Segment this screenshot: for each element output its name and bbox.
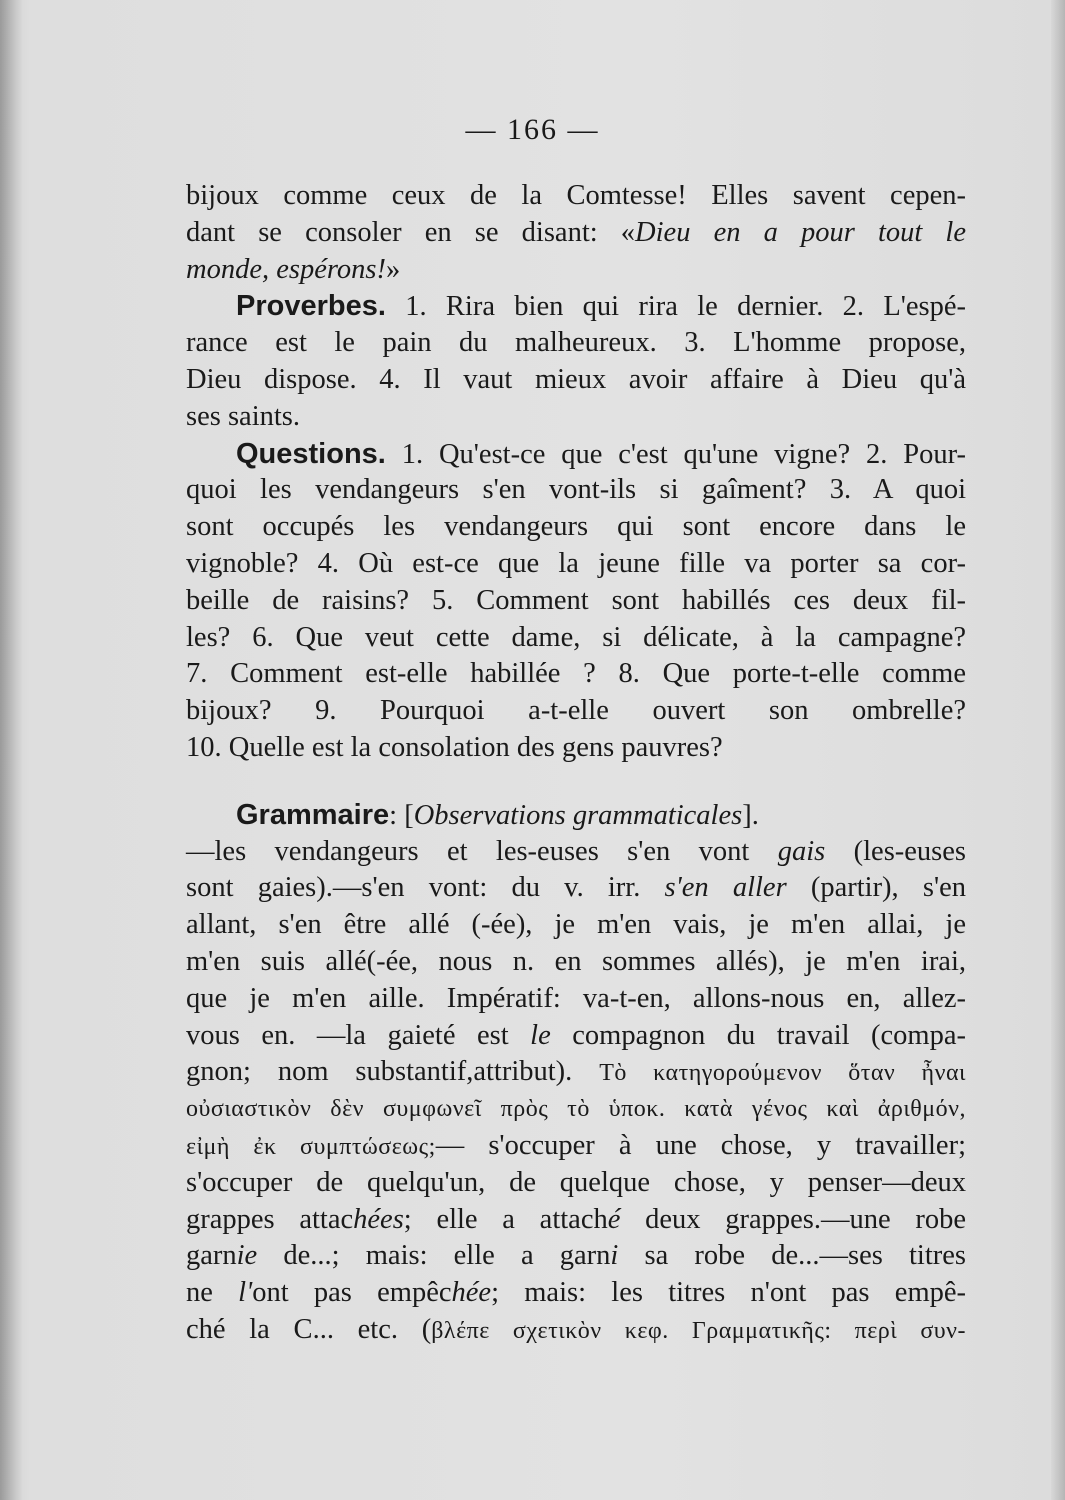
grammar-heading: Grammaire (236, 798, 390, 831)
text-line: gnon; nom substantif,attribut). Τὸ κατηγορούμενον ὅταν ἦναι (186, 1056, 966, 1088)
text-line: s'occuper de quelqu'un, de quelque chose, y penser—deux (186, 1166, 966, 1198)
text-line: ses saints. (186, 400, 300, 432)
text-line: ché la C... etc. (βλέπε σχετικὸν κεφ. Γραμματικῆς: περὶ συν- (186, 1313, 966, 1345)
page-number: — 166 — (465, 113, 600, 146)
page-gutter (0, 0, 22, 1500)
text-line: sont gaies).—s'en vont: du v. irr. s'en aller (partir), s'en (186, 872, 966, 904)
text-line: 10. Quelle est la consolation des gens pauvres? (186, 731, 723, 763)
proverbs-heading: Proverbes. (236, 290, 386, 323)
text-line: garnie de...; mais: elle a garni sa robe de...—ses titres (186, 1240, 966, 1272)
text-line: monde, espérons!» (186, 253, 401, 285)
text-line: dant se consoler en se disant: «Dieu en a pour tout le (186, 216, 967, 248)
body-text (186, 178, 966, 1349)
paragraph-gap (186, 767, 966, 797)
text-line: vous en. —la gaieté est le compagnon du travail (compa- (186, 1019, 966, 1051)
questions-heading: Questions. (236, 437, 386, 470)
text-line: Dieu dispose. 4. Il vaut mieux avoir affaire à Dieu qu'à (186, 363, 966, 395)
text-line: —les vendangeurs et les-euses s'en vont gais (les-euses (186, 835, 967, 867)
text-line: rance est le pain du malheureux. 3. L'homme propose, (186, 327, 966, 359)
text-line: bijoux comme ceux de la Comtesse! Elles savent cepen- (186, 180, 966, 211)
text-line: 7. Comment est-elle habillée ? 8. Que porte-t-elle comme (186, 658, 966, 690)
questions-paragraph: Questions. 1. Qu'est-ce que c'est qu'une vigne? 2. Pour- (236, 437, 966, 470)
text-line: que je m'en aille. Impératif: va-t-en, allons-nous en, allez- (186, 982, 966, 1014)
page-edge (1051, 0, 1065, 1500)
text-line: allant, s'en être allé (-ée), je m'en vais, je m'en allai, je (186, 909, 966, 941)
greek-line: οὐσιαστικὸν δὲν συμφωνεῖ πρὸς τὸ ὑποκ. κατὰ γένος καὶ ἀριθμόν, (186, 1096, 966, 1123)
text-line: beille de raisins? 5. Comment sont habillés ces deux fil- (186, 584, 966, 616)
proverbs-paragraph: Proverbes. 1. Rira bien qui rira le dernier. 2. L'espé- (236, 290, 966, 323)
grammar-heading-line: Grammaire: [Observations grammaticales]. (236, 798, 759, 831)
text-line: quoi les vendangeurs s'en vont-ils si gaîment? 3. A quoi (186, 474, 966, 506)
text-line: m'en suis allé(-ée, nous n. en sommes allés), je m'en irai, (186, 945, 966, 977)
text-line: les? 6. Que veut cette dame, si délicate, à la campagne? (186, 621, 966, 653)
text-line: ne l'ont pas empêchée; mais: les titres n'ont pas empê- (186, 1277, 967, 1309)
text-line: vignoble? 4. Où est-ce que la jeune fille va porter sa cor- (186, 547, 966, 579)
text-line: sont occupés les vendangeurs qui sont encore dans le (186, 511, 966, 543)
text-line: grappes attachées; elle a attaché deux grappes.—une robe (186, 1203, 966, 1235)
text-line: εἰμὴ ἐκ συμπτώσεως;— s'occuper à une chose, y travailler; (186, 1129, 966, 1161)
text-line: bijoux? 9. Pourquoi a-t-elle ouvert son ombrelle? (186, 695, 966, 727)
